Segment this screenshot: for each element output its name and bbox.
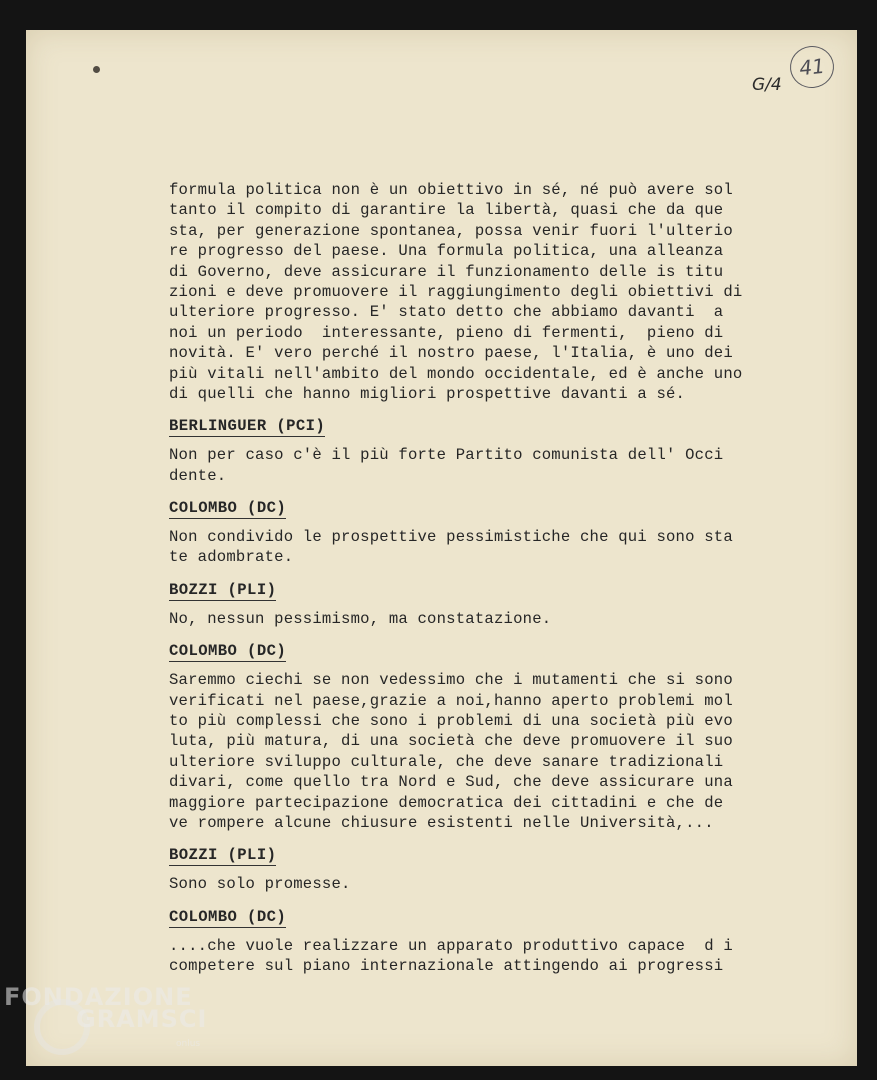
page-code: G/4 xyxy=(752,75,782,95)
speaker-turn xyxy=(169,629,794,833)
text-line: ve rompere alcune chiusure esistenti nelle Università,... xyxy=(169,813,714,832)
speech-paragraph xyxy=(169,874,794,894)
speaker-turn xyxy=(169,404,794,486)
speaker-turn xyxy=(169,486,794,568)
speech-paragraph xyxy=(169,609,794,629)
text-line: ulteriore sviluppo culturale, che deve sanare tradizionali xyxy=(169,752,724,771)
text-line: di Governo, deve assicurare il funzionamento delle is titu xyxy=(169,262,724,281)
speech-paragraph xyxy=(169,527,794,568)
text-line: sta, per generazione spontanea, possa venir fuori l'ulterio xyxy=(169,221,733,240)
text-line: re progresso del paese. Una formula politica, una alleanza xyxy=(169,242,724,261)
text-line: Non per caso c'è il più forte Partito comunista dell' Occi xyxy=(169,446,724,465)
speaker-label: BOZZI (PLI) xyxy=(169,846,277,865)
text-line: te adombrate. xyxy=(169,548,294,567)
speaker-label: COLOMBO (DC) xyxy=(169,907,287,926)
speaker-turn xyxy=(169,895,794,977)
text-line: ulteriore progresso. E' stato detto che abbiamo davanti a xyxy=(169,303,724,322)
opening-paragraph xyxy=(169,180,794,404)
watermark-line2: GRAMSCI xyxy=(76,1005,208,1033)
speaker-turn xyxy=(169,833,794,894)
text-line: più vitali nell'ambito del mondo occidentale, ed è anche uno xyxy=(169,364,743,383)
text-line: zioni e deve promuovere il raggiungimento degli obiettivi di xyxy=(169,282,743,301)
speech-paragraph xyxy=(169,670,794,833)
speech-paragraph xyxy=(169,445,794,486)
transcript-body xyxy=(169,180,794,977)
text-line: luta, più matura, di una società che deve promuovere il suo xyxy=(169,732,733,751)
text-line: to più complessi che sono i problemi di una società più evo xyxy=(169,712,733,731)
text-line: Sono solo promesse. xyxy=(169,875,351,894)
watermark-line1: FONDAZIONE xyxy=(4,983,193,1011)
text-line: divari, come quello tra Nord e Sud, che deve assicurare una xyxy=(169,773,733,792)
speech-paragraph xyxy=(169,936,794,977)
speaker-label: COLOMBO (DC) xyxy=(169,642,287,661)
typewritten-page xyxy=(26,30,857,1066)
speaker-label: BOZZI (PLI) xyxy=(169,580,277,599)
speaker-label: BERLINGUER (PCI) xyxy=(169,417,326,436)
folio-number-circle: 41 xyxy=(788,44,836,90)
text-line: dente. xyxy=(169,466,227,485)
text-line: No, nessun pessimismo, ma constatazione. xyxy=(169,609,552,628)
watermark-sub: onlus xyxy=(176,1039,201,1049)
text-line: formula politica non è un obiettivo in sé, né può avere sol xyxy=(169,181,733,199)
text-line: di quelli che hanno migliori prospettive davanti a sé. xyxy=(169,384,686,403)
text-line: noi un periodo interessante, pieno di fermenti, pieno di xyxy=(169,323,724,342)
speaker-turn xyxy=(169,568,794,629)
punch-hole-mark xyxy=(93,66,100,73)
fondazione-gramsci-watermark xyxy=(4,983,208,1049)
text-line: tanto il compito di garantire la libertà, quasi che da que xyxy=(169,201,724,220)
text-line: novità. E' vero perché il nostro paese, l'Italia, è uno dei xyxy=(169,344,733,363)
text-line: competere sul piano internazionale attingendo ai progressi xyxy=(169,957,724,976)
text-line: ....che vuole realizzare un apparato produttivo capace d i xyxy=(169,936,733,955)
text-line: Non condivido le prospettive pessimistiche che qui sono sta xyxy=(169,528,733,547)
text-line: maggiore partecipazione democratica dei cittadini e che de xyxy=(169,793,724,812)
text-line: verificati nel paese,grazie a noi,hanno aperto problemi mol xyxy=(169,691,733,710)
speaker-label: COLOMBO (DC) xyxy=(169,499,287,518)
text-line: Saremmo ciechi se non vedessimo che i mutamenti che si sono xyxy=(169,671,733,690)
